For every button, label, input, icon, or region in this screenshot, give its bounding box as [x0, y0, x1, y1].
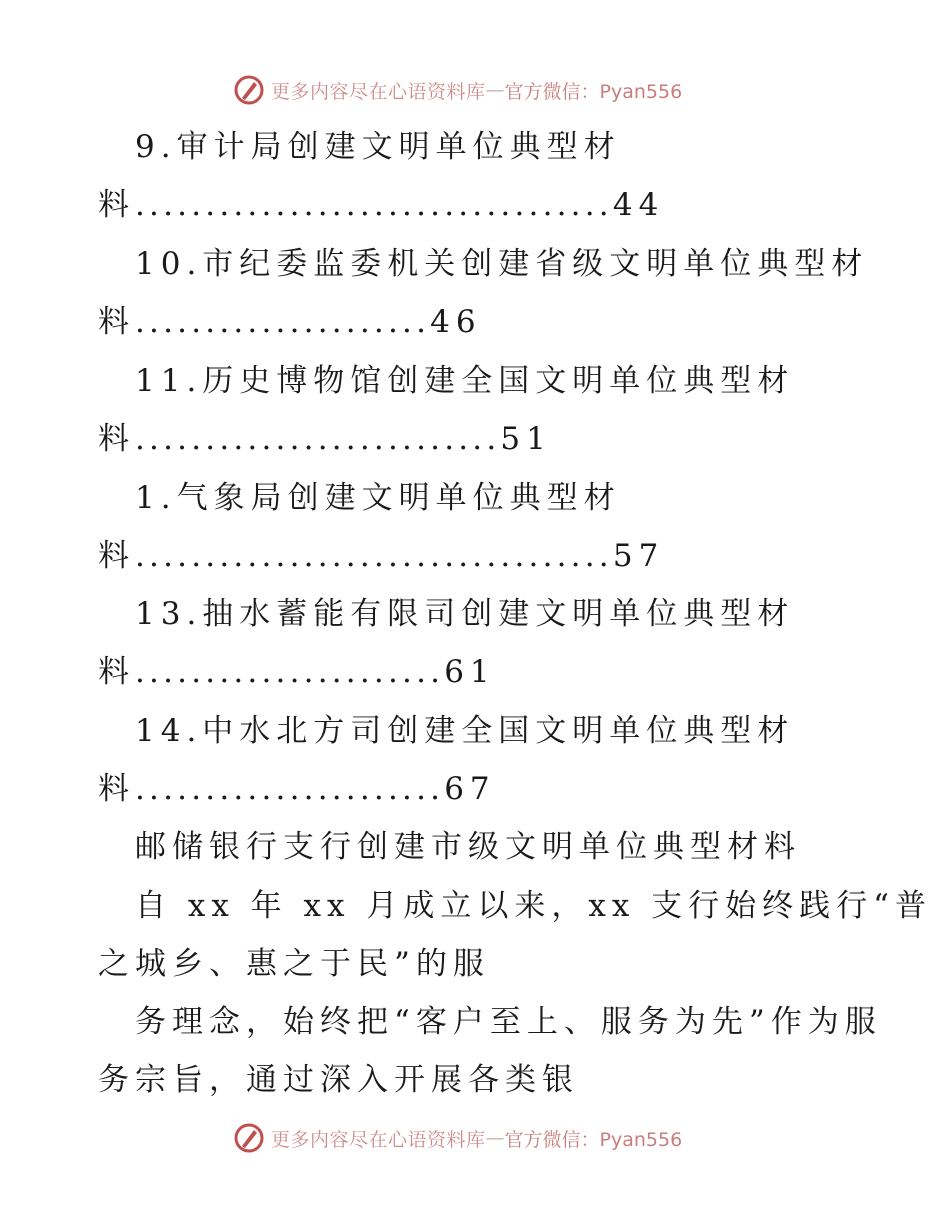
- paragraph-line: 务宗旨，通过深入开展各类银: [98, 1062, 579, 1098]
- watermark-official: 官方微信：Pyan556: [504, 80, 683, 103]
- toc-page-number: 57: [612, 538, 665, 574]
- watermark-official: 官方微信：Pyan556: [504, 1128, 683, 1151]
- toc-entry-leader: 料.....................46: [98, 304, 482, 340]
- toc-page-number: 46: [430, 304, 482, 340]
- toc-entry-title: 9.审计局创建文明单位典型材: [135, 129, 621, 165]
- paragraph-line: 之城乡、惠之于民”的服: [98, 946, 490, 982]
- paragraph-line: 自 xx 年 xx 月成立以来，xx 支行始终践行“普: [135, 888, 933, 924]
- toc-entry-title: 10.市纪委监委机关创建省级文明单位典型材: [135, 246, 869, 282]
- watermark-separator: —: [485, 1127, 505, 1149]
- toc-entry-leader: 料..................................44: [98, 187, 665, 223]
- watermark-footer: [233, 1122, 682, 1154]
- toc-page-number: 51: [500, 421, 552, 457]
- toc-page-number: 44: [612, 187, 665, 223]
- pen-logo-icon: [233, 74, 265, 106]
- toc-entry-title: 11.历史博物馆创建全国文明单位典型材: [135, 363, 795, 399]
- toc-entry-leader: 料..................................57: [98, 538, 665, 574]
- toc-entry-title: 1.气象局创建文明单位典型材: [135, 480, 621, 516]
- toc-page-number: 67: [444, 771, 496, 807]
- paragraph-line: 务理念，始终把“客户至上、服务为先”作为服: [135, 1004, 882, 1040]
- watermark-separator: —: [485, 79, 505, 101]
- section-heading: 邮储银行支行创建市级文明单位典型材料: [135, 829, 801, 865]
- toc-entry-leader: 料..........................51: [98, 421, 552, 457]
- toc-entry-leader: 料......................67: [98, 771, 496, 807]
- toc-entry-title: 13.抽水蓄能有限司创建文明单位典型材: [135, 596, 795, 632]
- watermark-text: 更多内容尽在心语资料库: [271, 1128, 486, 1151]
- watermark-text: 更多内容尽在心语资料库: [271, 80, 486, 103]
- toc-entry-leader: 料......................61: [98, 654, 496, 690]
- toc-entry-title: 14.中水北方司创建全国文明单位典型材: [135, 713, 795, 749]
- watermark-header: [233, 74, 682, 106]
- pen-logo-icon: [233, 1122, 265, 1154]
- toc-page-number: 61: [444, 654, 496, 690]
